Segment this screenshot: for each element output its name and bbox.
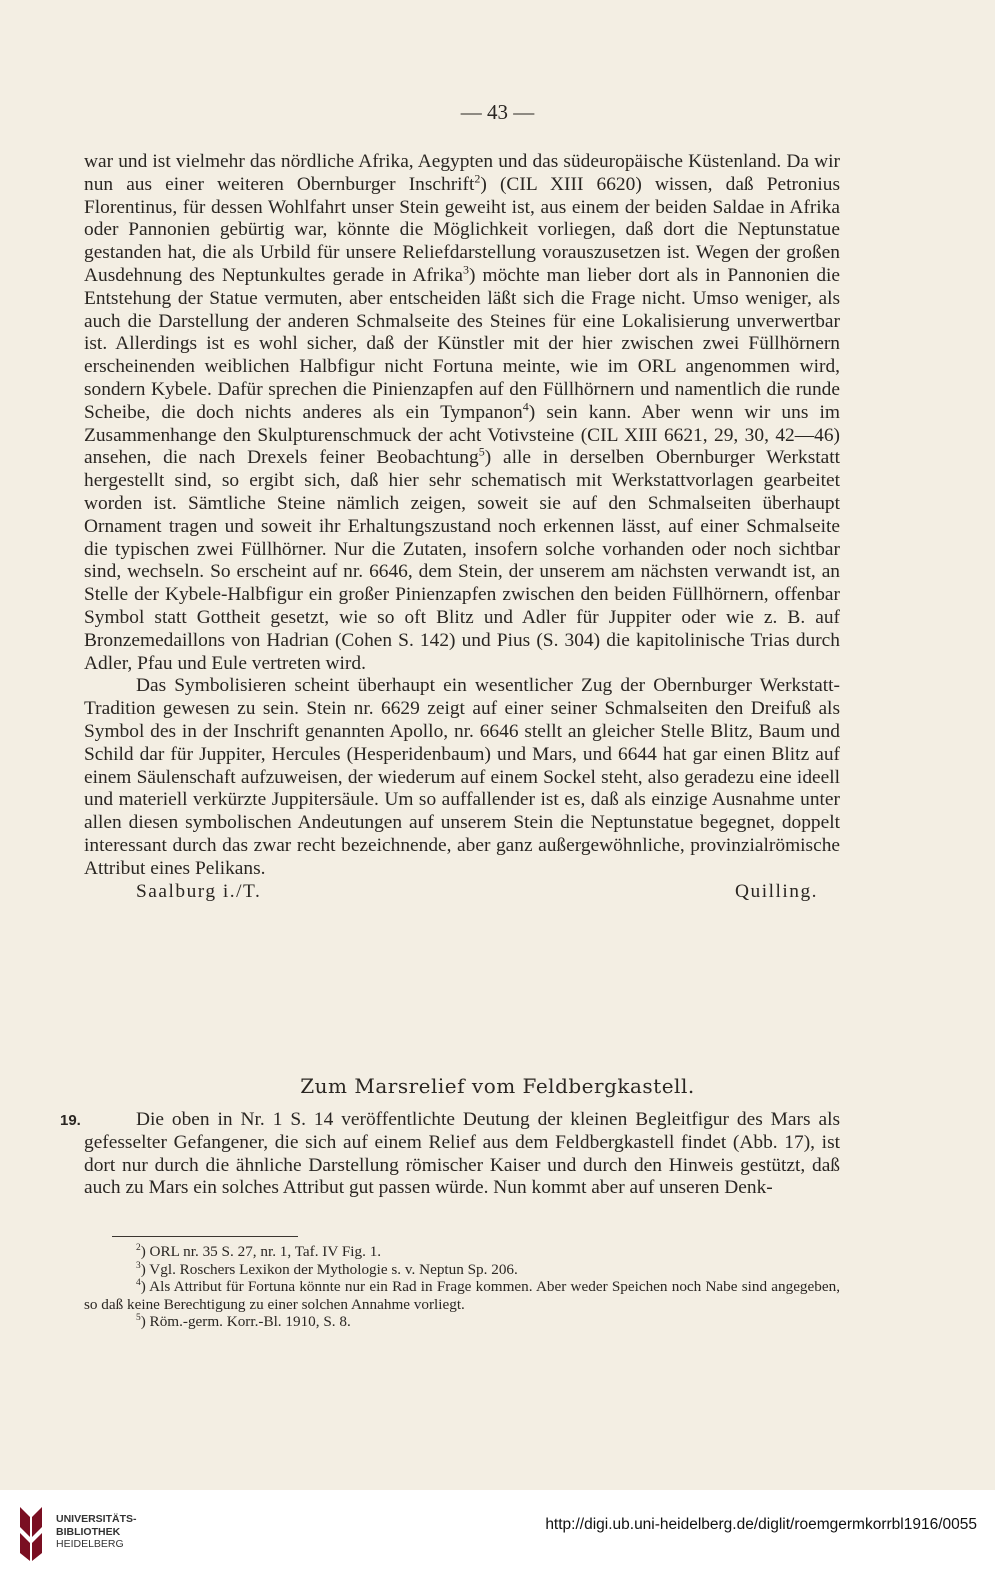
footnote-4 <box>84 1278 840 1313</box>
footnote-mark: 2 <box>136 1242 141 1253</box>
page-number: — 43 — <box>460 100 535 124</box>
footnote-text: ) Als Attribut für Fortuna könnte nur ein Rad in Frage kommen. Aber weder Speichen noch Nabe sind angegeben, so daß keine Berechtigung zu einer solchen Annahme vorliegt. <box>84 1278 840 1313</box>
permalink-url[interactable]: http://digi.ub.uni-heidelberg.de/diglit/roemgermkorrbl1916/0055 <box>545 1516 977 1533</box>
main-text <box>84 151 840 903</box>
signature-line <box>84 881 840 904</box>
footnote-5 <box>84 1313 840 1331</box>
signature-author: Quilling. <box>735 880 818 902</box>
paragraph-1-part-b: ) (CIL XIII 6620) wissen, daß Petronius Florentinus, für dessen Wohlfahrt unser Stein geweiht ist, aus einem der beiden Saldae in Afrika oder Pannonien gebürtig war, könnte die Möglichkeit vorliegen, daß dort die Neptunstatue gestanden hat, die als Urbild für unsere Reliefdarstellung vorauszusetzen ist. Wegen der großen Ausdehnung des Neptunkultes gerade in Afrika <box>84 173 840 286</box>
library-logo-icon <box>16 1503 44 1561</box>
footnote-mark: 5 <box>136 1312 141 1323</box>
footnote-mark: 3 <box>136 1260 141 1271</box>
signature-place: Saalburg i./T. <box>136 880 262 902</box>
footnote-text: ) ORL nr. 35 S. 27, nr. 1, Taf. IV Fig. 1. <box>140 1243 382 1260</box>
paragraph-1-part-c: ) möchte man lieber dort als in Pannonien die Entstehung der Statue vermuten, aber entscheiden läßt sich die Frage nicht. Umso weniger, als auch die Darstellung der anderen Schmalseite des Steines für eine Lokalisierung unverwertbar ist. Allerdings ist es wohl sicher, daß der Künstler mit der hier zwischen zwei Füllhörnern erscheinenden weiblichen Halbfigur nicht Fortuna meinte, wie im ORL angenommen wird, sondern Kybele. Dafür sprechen die Pinienzapfen auf den Füllhörnern und namentlich die runde Scheibe, die doch nichts anderes als ein Tympanon <box>84 264 841 423</box>
footnote-divider <box>112 1236 298 1237</box>
footnote-ref-3[interactable]: 3 <box>462 262 469 277</box>
library-footer <box>0 1490 995 1578</box>
paragraph-1-part-a: war und ist vielmehr das nördliche Afrika, Aegypten und das südeuropäische Küstenland. Da wir nun aus einer weiteren Obernburger Inschrift <box>84 151 840 195</box>
section-number: 19. <box>60 1112 81 1129</box>
logo-line-3: HEIDELBERG <box>56 1538 124 1550</box>
logo-line-2: BIBLIOTHEK <box>56 1525 121 1538</box>
footnote-2 <box>84 1243 840 1261</box>
footnote-text: ) Röm.-germ. Korr.-Bl. 1910, S. 8. <box>140 1313 351 1330</box>
section-heading: Zum Marsrelief vom Feldbergkastell. <box>300 1074 695 1098</box>
footnote-3 <box>84 1261 840 1279</box>
footnotes <box>84 1243 840 1331</box>
logo-line-1: UNIVERSITÄTS- <box>56 1513 137 1525</box>
footnote-mark: 4 <box>136 1277 141 1288</box>
section-text: Die oben in Nr. 1 S. 14 veröffentlichte Deutung der kleinen Begleitfigur des Mars als gefesselter Gefangener, die sich auf einem Relief aus dem Feldbergkastell findet (Abb. 17), ist dort nur durch die ähnliche Darstellung römischer Kaiser und durch den Hinweis gestützt, daß auch zu Mars ein solches Attribut gut passen würde. Nun kommt aber auf unseren Denk- <box>84 1109 840 1199</box>
paragraph-1 <box>84 151 840 675</box>
footnote-text: ) Vgl. Roschers Lexikon der Mythologie s. v. Neptun Sp. 206. <box>140 1260 518 1278</box>
paragraph-1-part-d: ) sein kann. Aber wenn wir uns im Zusammenhange den Skulpturenschmuck der acht Votivsteine (CIL XIII 6621, 29, 30, 42—46) ansehen, die nach Drexels feiner Beobachtung <box>84 401 840 469</box>
paragraph-1-part-e: ) alle in derselben Obernburger Werkstatt hergestellt sind, so ergibt sich, daß hier sehr schematisch mit Werkstattvorlagen gearbeitet worden ist. Sämtliche Steine nämlich zeigen, soweit sie auf den Schmalseiten überhaupt Ornament tragen und soweit ihr Erhaltungszustand noch erkennen lässt, auf einer Schmalseite die typischen zwei Füllhörner. Nur die Zutaten, insofern solche vorhanden oder noch sichtbar sind, wechseln. So erscheint auf nr. 6646, dem Stein, der unserem am nächsten verwandt ist, an Stelle der Kybele-Halbfigur ein großer Pinienzapfen zwischen den beiden Füllhörnern, offenbar Symbol statt Gottheit gesetzt, wie so oft Blitz und Adler für Juppiter oder wie z. B. auf Bronzemedaillons von Hadrian (Cohen S. 142) und Pius (S. 304) die kapitolinische Trias durch Adler, Pfau und Eule vertreten wird. <box>84 447 841 674</box>
paragraph-2: Das Symbolisieren scheint überhaupt ein wesentlicher Zug der Obernburger Werkstatt-Tradition gewesen zu sein. Stein nr. 6629 zeigt auf einer seiner Schmalseiten den Dreifuß als Symbol des in der Inschrift genannten Apollo, nr. 6646 stellt an gleicher Stelle Blitz, Baum und Schild dar für Juppiter, Hercules (Hesperidenbaum) und Mars, und 6644 hat gar einen Blitz auf einem Säulenschaft aufzuweisen, der wiederum auf einem Sockel steht, also geradezu eine ideell und materiell verkürzte Juppitersäule. Um so auffallender ist es, daß als einzige Ausnahme unter allen diesen symbolischen Andeutungen auf unserem Stein die Neptunstatue begegnet, doppelt interessant durch das zwar recht bezeichnende, aber ganz außergewöhnliche, provinzialrömische Attribut eines Pelikans. <box>84 675 840 879</box>
footnote-ref-5[interactable]: 5 <box>478 444 485 459</box>
footnote-ref-2[interactable]: 2 <box>474 171 481 186</box>
library-logo-text <box>56 1513 137 1551</box>
footnote-ref-4[interactable]: 4 <box>522 399 529 414</box>
